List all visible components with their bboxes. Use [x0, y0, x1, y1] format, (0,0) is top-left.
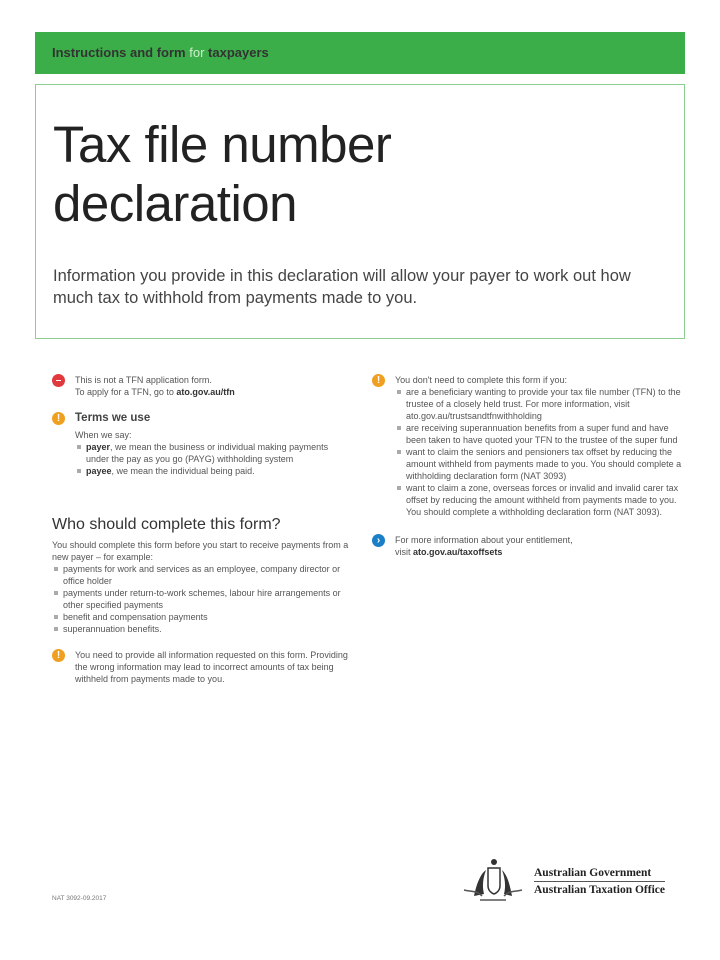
banner-text: Instructions and form — [52, 45, 186, 60]
list-item: payee, we mean the individual being paid. — [75, 465, 352, 477]
page-title: Tax file number declaration — [53, 116, 392, 232]
gov-name: Australian Government — [534, 865, 665, 882]
terms-heading: Terms we use — [75, 412, 151, 424]
coat-of-arms-icon — [460, 856, 526, 906]
terms-section — [52, 412, 352, 477]
notice-text: This is not a TFN application form. — [75, 375, 212, 385]
list-item: payer, we mean the business or individual making payments under the pay as you go (PAYG) withholding system — [75, 441, 352, 465]
not-tfn-notice — [52, 374, 352, 398]
header-banner — [35, 32, 685, 74]
taxoffsets-link[interactable]: ato.gov.au/taxoffsets — [413, 547, 503, 557]
tfn-link[interactable]: ato.gov.au/tfn — [176, 387, 235, 397]
list-item: are receiving superannuation benefits from a super fund and have been taken to have quoted your TFN to the trustee of the super fund — [395, 422, 682, 446]
list-item: superannuation benefits. — [52, 623, 352, 635]
agency-name: Australian Taxation Office — [534, 883, 665, 896]
more-info-text: For more information about your entitlement, — [395, 535, 573, 545]
terms-lead: When we say: — [75, 430, 132, 440]
form-code: NAT 3092-09.2017 — [52, 895, 107, 902]
alert-icon: ! — [372, 374, 385, 387]
title-box — [35, 84, 685, 339]
exempt-lead: You don't need to complete this form if you: — [395, 375, 567, 385]
list-item: benefit and compensation payments — [52, 611, 352, 623]
who-lead: You should complete this form before you start to receive payments from a new payer – for example: — [52, 540, 349, 562]
list-item: payments for work and services as an employee, company director or office holder — [52, 563, 352, 587]
warning-text: You need to provide all information requested on this form. Providing the wrong information may lead to incorrect amounts of tax being withheld from payments made to you. — [75, 650, 348, 684]
government-logo — [460, 856, 665, 906]
exempt-note — [372, 374, 682, 518]
notice-text: To apply for a TFN, go to — [75, 387, 177, 397]
list-item: are a beneficiary wanting to provide your tax file number (TFN) to the trustee of a closely held trust. For more information, visit ato.gov.au/trustsandtfnwithholding — [395, 386, 682, 422]
list-item: want to claim the seniors and pensioners tax offset by reducing the amount withheld from payments made to you. You should complete a withholding declaration form (NAT 3093) — [395, 446, 682, 482]
intro-text: Information you provide in this declaration will allow your payer to work out how much tax to withhold from payments made to you. — [53, 267, 631, 307]
banner-text: taxpayers — [208, 45, 269, 60]
list-item: want to claim a zone, overseas forces or invalid and invalid carer tax offset by reducing the amount withheld from payments made to you. You should complete a withholding declaration form (NAT 3093). — [395, 482, 682, 518]
left-column — [52, 374, 352, 699]
chevron-right-icon: › — [372, 534, 385, 547]
banner-text: for — [189, 45, 205, 60]
list-item: payments under return-to-work schemes, labour hire arrangements or other specified payments — [52, 587, 352, 611]
warning-note — [52, 649, 352, 685]
alert-icon: ! — [52, 649, 65, 662]
more-info-text: visit — [395, 547, 413, 557]
alert-icon: ! — [52, 412, 65, 425]
more-info-note — [372, 534, 682, 558]
who-heading: Who should complete this form? — [52, 516, 281, 533]
no-entry-icon: – — [52, 374, 65, 387]
right-column — [372, 374, 682, 572]
